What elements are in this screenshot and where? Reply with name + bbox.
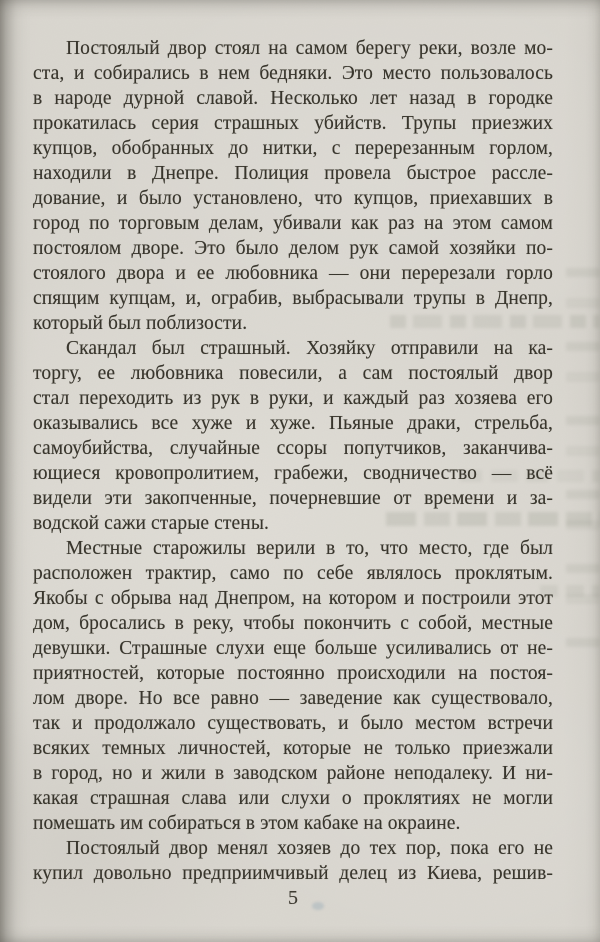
text-line: в народе дурной славой. Несколько лет назад в городке [33,88,553,109]
text-line: в город, но и жили в заводском районе неподалеку. И ни- [33,763,553,784]
text-line: лом дворе. Но все равно — заведение как существовало, [33,688,553,709]
text-block [33,36,553,886]
text-line: видели эти закопченные, почерневшие от времени и за- [33,488,553,509]
text-line: стал переходить из рук в руки, и каждый раз хозяева его [33,388,553,409]
text-line: Скандал был страшный. Хозяйку отправили на ка- [66,338,553,359]
text-line: прокатилась серия страшных убийств. Трупы приезжих [33,113,553,134]
text-line: так и продолжало существовать, и было местом встречи [33,713,553,734]
text-line: Якобы с обрыва над Днепром, на котором и построили этот [33,588,553,609]
text-line: оказывались все хуже и хуже. Пьяные драки, стрельба, [33,413,553,434]
text-line: купил довольно предприимчивый делец из Киева, решив- [33,863,553,884]
text-line: всяких темных личностей, которые не только приезжали [33,738,553,759]
text-line: стоялого двора и ее любовника — они перерезали горло [33,263,553,284]
text-line: девушки. Страшные слухи еще больше усиливались от не- [33,638,553,659]
text-line: спящим купцам, и, ограбив, выбрасывали трупы в Днепр, [33,288,553,309]
text-line: какая страшная слава или слухи о проклятиях не могли [33,788,553,809]
text-line: ющиеся кровопролитием, грабежи, сводничество — всё [33,463,553,484]
text-line: находили в Днепре. Полиция провела быстрое рассле- [33,163,553,184]
show-through-smudge [566,268,600,648]
text-line: который был поблизости. [33,313,248,334]
text-line: дом, бросались в реку, чтобы покончить с собой, местные [33,613,553,634]
text-line: дование, и было установлено, что купцов, приехавших в [33,188,553,209]
page-number: 5 [288,887,298,909]
text-line: ста, и собирались в нем бедняки. Это место пользовалось [33,63,553,84]
text-line: Постоялый двор стоял на самом берегу реки, возле мо- [66,38,553,59]
text-line: торгу, ее любовника повесили, а сам постоялый двор [33,363,553,384]
text-line: Местные старожилы верили в то, что место, где был [66,538,553,559]
text-line: приятностей, которые постоянно происходили на постоя- [33,663,553,684]
text-line: помешать им собираться в этом кабаке на окраине. [33,813,461,834]
text-line: город по торговым делам, убивали как раз на этом самом [33,213,553,234]
text-line: расположен трактир, само по себе являлось проклятым. [33,563,553,584]
text-line: самоубийства, случайные ссоры попутчиков, заканчива- [33,438,553,459]
text-line: постоялом дворе. Это было делом рук самой хозяйки по- [33,238,553,259]
text-line: купцов, обобранных до нитки, с перерезанным горлом, [33,138,553,159]
text-line: Постоялый двор менял хозяев до тех пор, пока его не [66,838,553,859]
text-line: водской сажи старые стены. [33,513,270,534]
